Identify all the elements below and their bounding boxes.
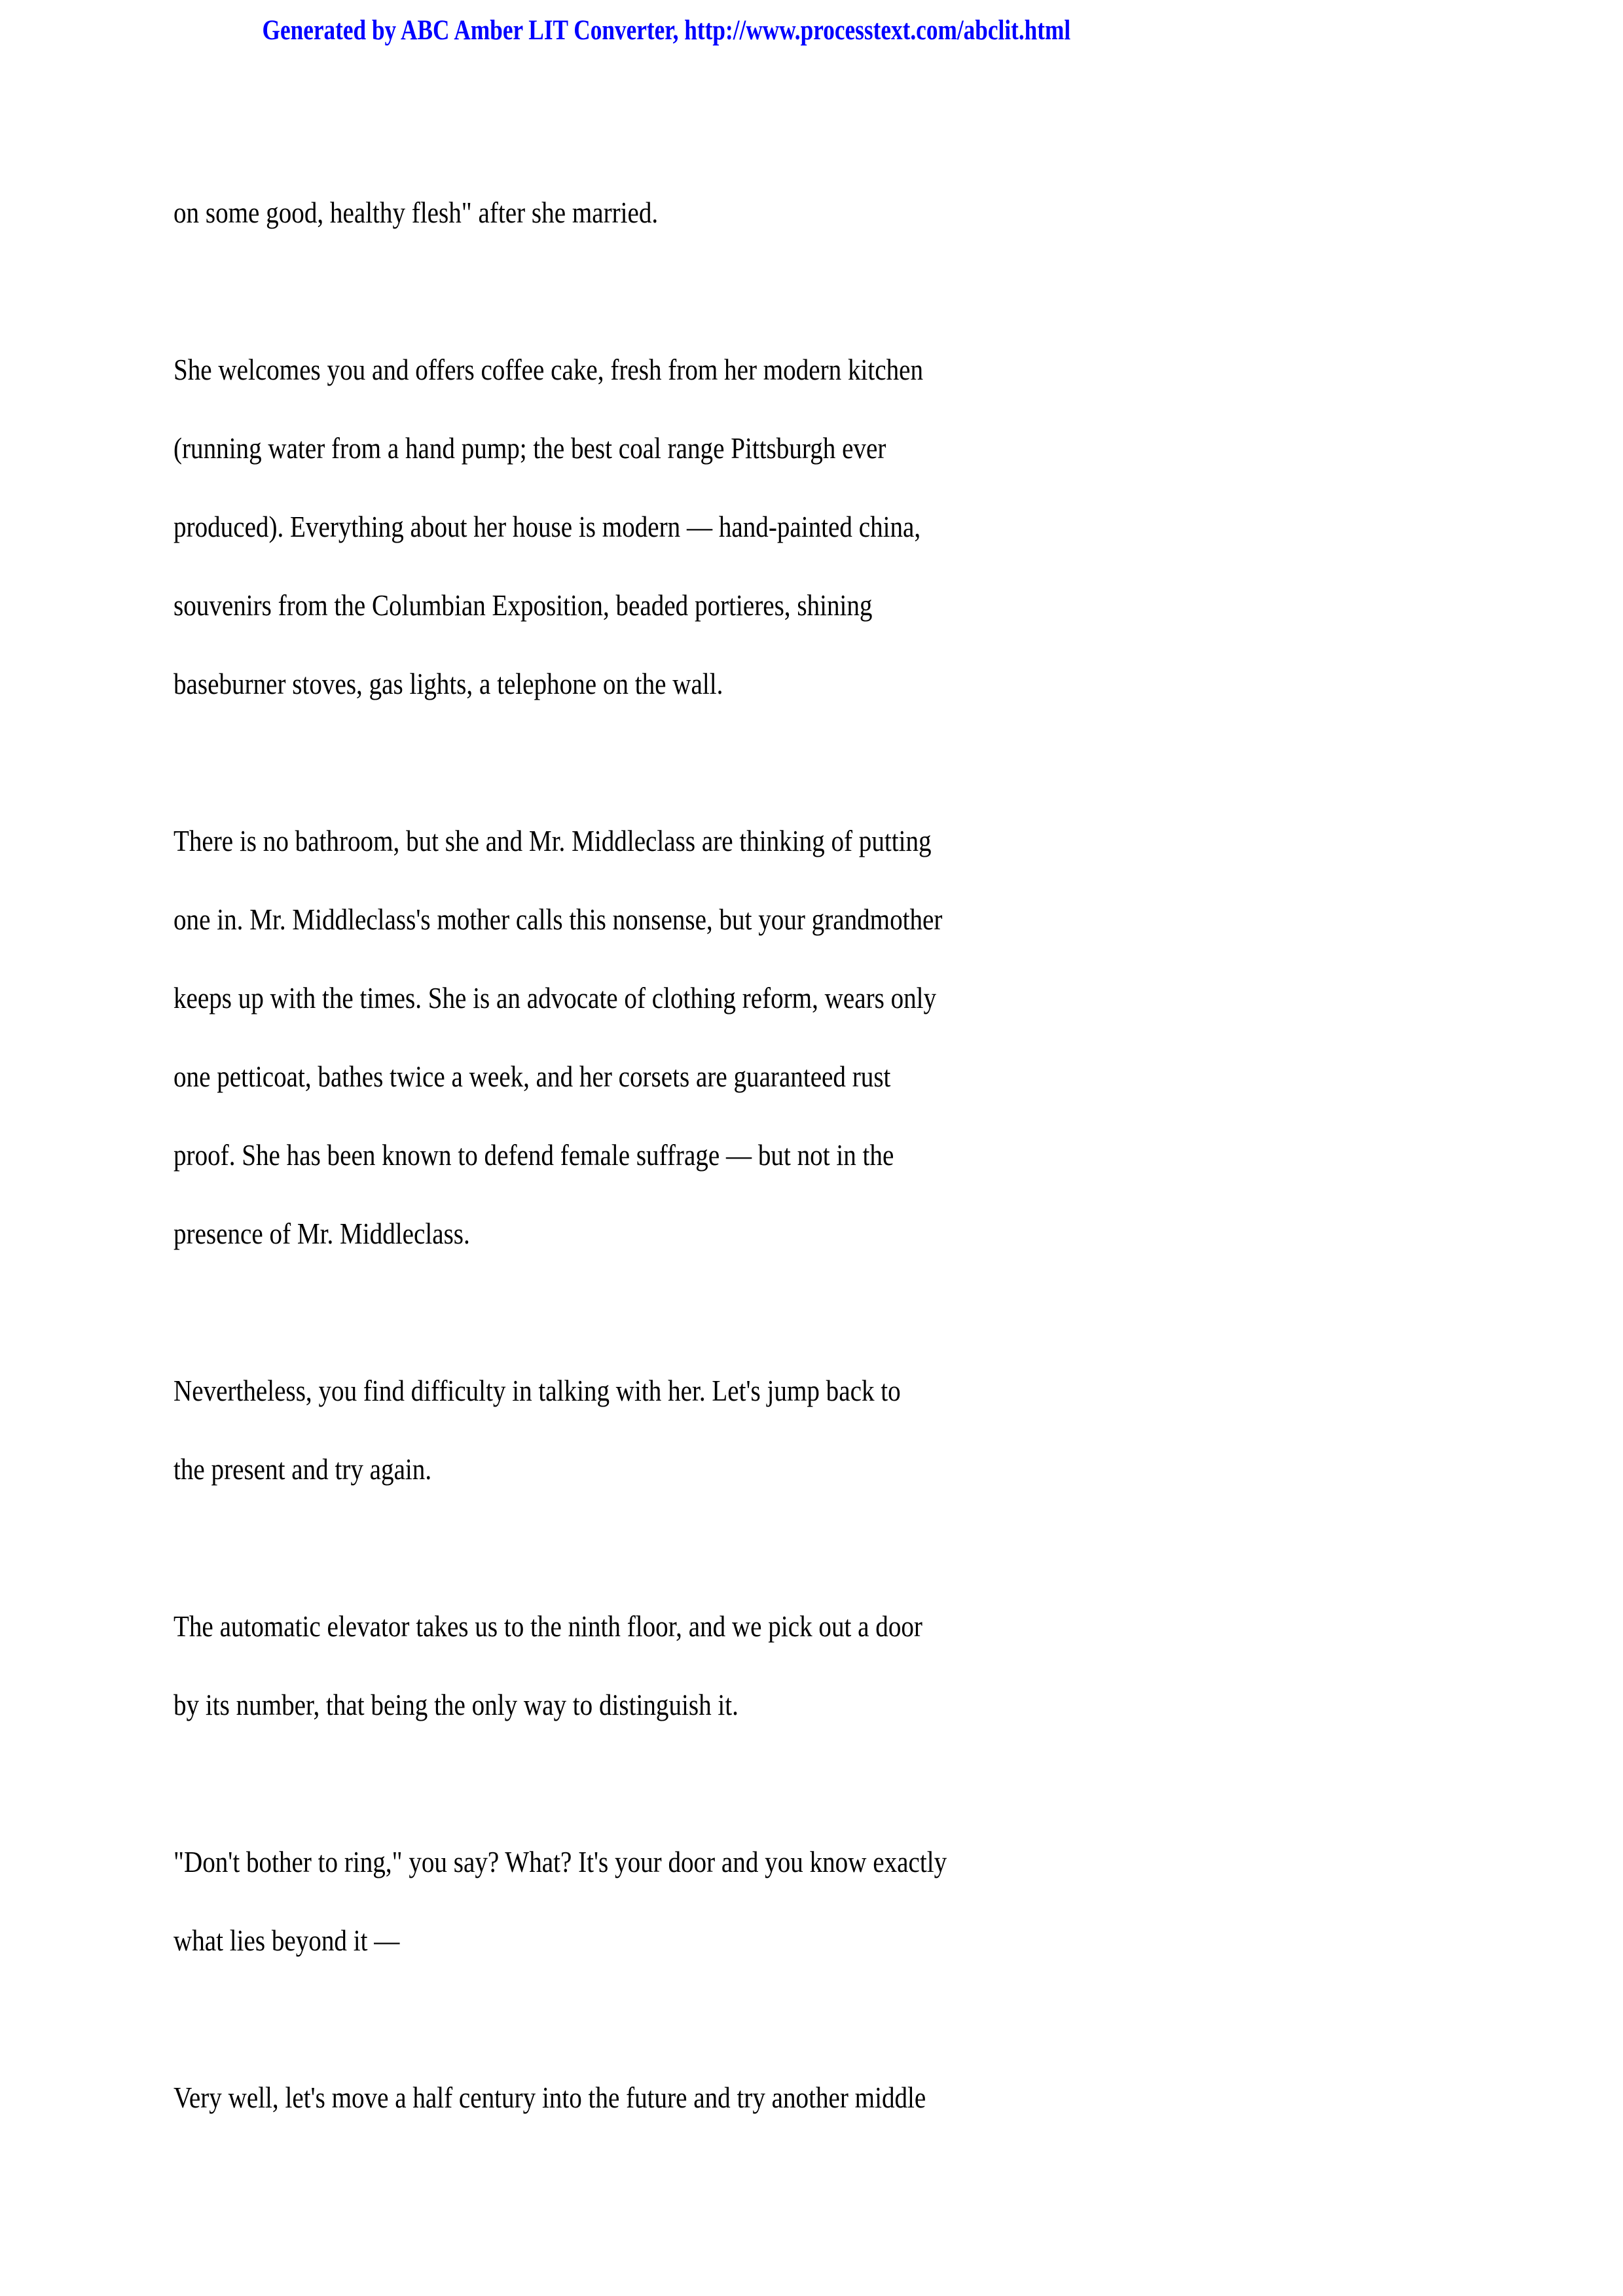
text-line	[173, 880, 1581, 959]
paragraph	[173, 1823, 1581, 1980]
text-line	[173, 409, 1581, 488]
text-line-content: keeps up with the times. She is an advocate of clothing reform, wears only	[173, 981, 937, 1014]
paragraph	[173, 331, 1581, 723]
text-line	[173, 645, 1581, 723]
text-line-content: proof. She has been known to defend female suffrage — but not in the	[173, 1138, 894, 1172]
text-line-content: There is no bathroom, but she and Mr. Middleclass are thinking of putting	[173, 824, 932, 857]
converter-header-text: Generated by ABC Amber LIT Converter, http://www.processtext.com/abclit.html	[262, 15, 1071, 46]
paragraph	[173, 802, 1581, 1273]
text-line-content: "Don't bother to ring," you say? What? It's your door and you know exactly	[173, 1845, 947, 1878]
text-line	[173, 173, 1581, 252]
text-line	[173, 959, 1581, 1037]
text-line-content: (running water from a hand pump; the best coal range Pittsburgh ever	[173, 431, 886, 465]
text-line-content: one petticoat, bathes twice a week, and her corsets are guaranteed rust	[173, 1060, 891, 1093]
text-line-content: what lies beyond it —	[173, 1924, 400, 1957]
text-line	[173, 1352, 1581, 1430]
text-line	[173, 488, 1581, 566]
paragraph	[173, 2058, 1581, 2137]
text-line	[173, 1666, 1581, 1744]
text-line	[173, 1116, 1581, 1194]
text-line-content: baseburner stoves, gas lights, a telephone on the wall.	[173, 667, 723, 700]
text-line-content: Very well, let's move a half century into the future and try another middle	[173, 2081, 926, 2114]
text-line	[173, 331, 1581, 409]
paragraph	[173, 173, 1581, 252]
text-line-content: She welcomes you and offers coffee cake, fresh from her modern kitchen	[173, 353, 924, 386]
text-line	[173, 1037, 1581, 1116]
text-line-content: produced). Everything about her house is modern — hand-painted china,	[173, 510, 921, 543]
text-line	[173, 802, 1581, 880]
text-line-content: presence of Mr. Middleclass.	[173, 1217, 470, 1250]
paragraph	[173, 1352, 1581, 1509]
text-line	[173, 1587, 1581, 1666]
text-line	[173, 1430, 1581, 1509]
paragraph	[173, 1587, 1581, 1744]
text-line-content: by its number, that being the only way to distinguish it.	[173, 1688, 739, 1721]
text-line-content: on some good, healthy flesh" after she married.	[173, 196, 659, 229]
text-line-content: The automatic elevator takes us to the ninth floor, and we pick out a door	[173, 1609, 922, 1643]
text-line	[173, 566, 1581, 645]
text-line-content: one in. Mr. Middleclass's mother calls this nonsense, but your grandmother	[173, 903, 943, 936]
text-line	[173, 2058, 1581, 2137]
text-line-content: the present and try again.	[173, 1452, 432, 1486]
text-line-content: Nevertheless, you find difficulty in talking with her. Let's jump back to	[173, 1374, 901, 1407]
text-line	[173, 1823, 1581, 1901]
document-body	[173, 173, 1581, 2215]
text-line	[173, 1194, 1581, 1273]
converter-header	[173, 14, 1126, 46]
text-line	[173, 1901, 1581, 1980]
text-line-content: souvenirs from the Columbian Exposition, beaded portieres, shining	[173, 588, 873, 622]
